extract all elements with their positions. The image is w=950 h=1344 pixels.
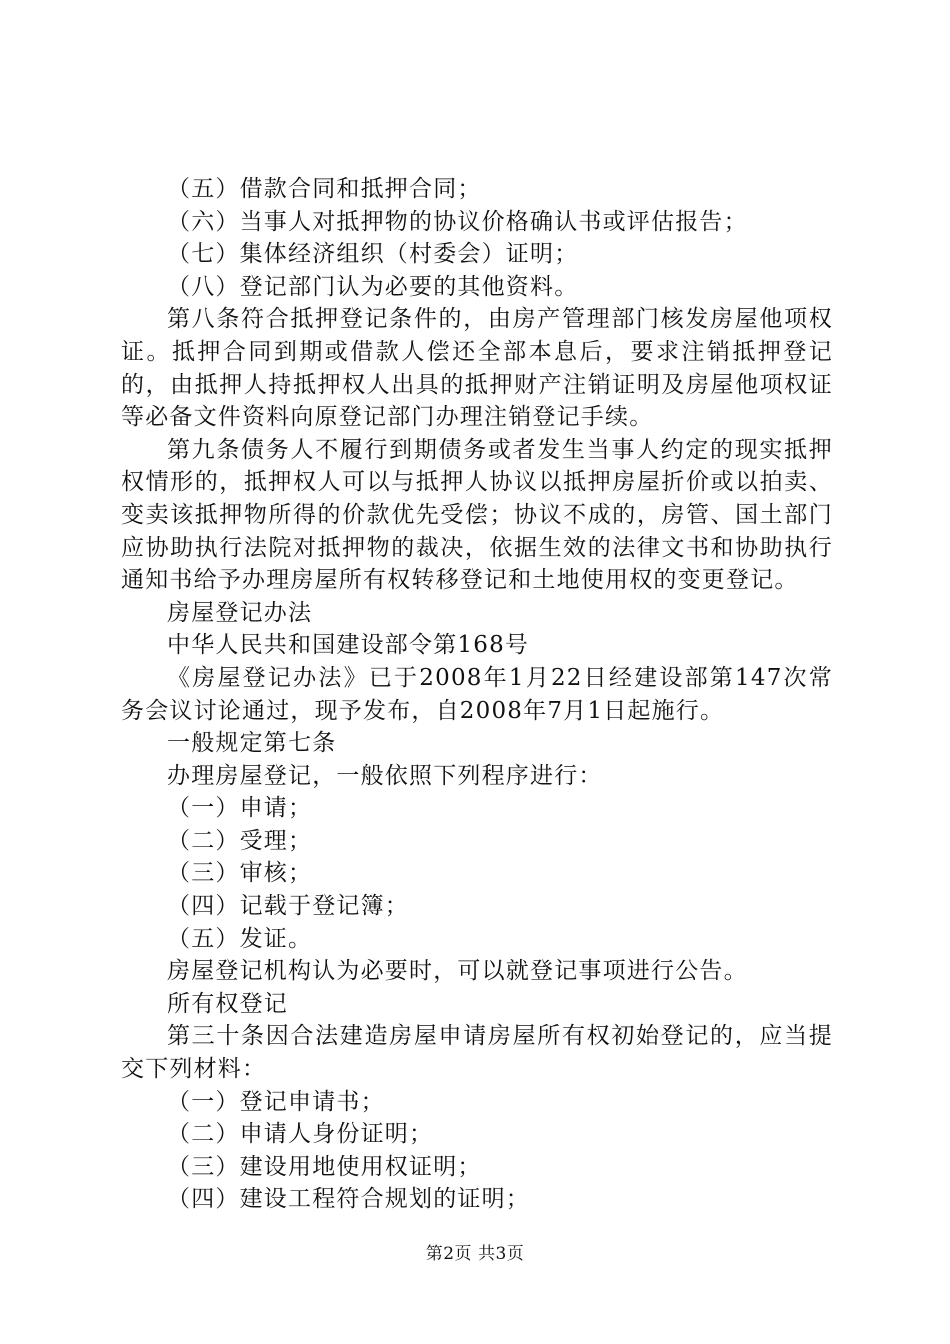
paragraph: 第九条债务人不履行到期债务或者发生当事人约定的现实抵押权情形的，抵押权人可以与抵押人协议以抵押房屋折价或以拍卖、变卖该抵押物所得的价款优先受偿；协议不成的，房管、国土部门应协助执行法院对抵押物的裁决，依据生效的法律文书和协助执行通知书给予办理房屋所有权转移登记和土地使用权的变更登记。 xyxy=(121,436,833,594)
section-heading: 所有权登记 xyxy=(167,990,288,1017)
list-item: （二）申请人身份证明； xyxy=(167,1121,434,1148)
paragraph: （八）登记部门认为必要的其他资料。 xyxy=(167,273,579,300)
list-item: （一）登记申请书； xyxy=(167,1088,385,1115)
paragraph: 办理房屋登记，一般依照下列程序进行： xyxy=(167,762,603,789)
section-heading: 房屋登记办法 xyxy=(167,599,313,626)
list-item: （一）申请； xyxy=(167,795,313,822)
list-item: （四）建设工程符合规划的证明； xyxy=(167,1186,530,1213)
page-number-footer: 第2页 共3页 xyxy=(425,1244,525,1264)
paragraph: 第八条符合抵押登记条件的，由房产管理部门核发房屋他项权证。抵押合同到期或借款人偿还全部本息后，要求注销抵押登记的，由抵押人持抵押权人出具的抵押财产注销证明及房屋他项权证等必备文件资料向原登记部门办理注销登记手续。 xyxy=(121,306,833,431)
list-item: （二）受理； xyxy=(167,827,313,854)
paragraph: 中华人民共和国建设部令第168号 xyxy=(167,632,530,659)
list-item: （四）记载于登记簿； xyxy=(167,893,409,920)
paragraph: （五）借款合同和抵押合同； xyxy=(167,176,482,202)
list-item: （五）发证。 xyxy=(167,925,313,952)
paragraph: 《房屋登记办法》已于2008年1月22日经建设部第147次常务会议讨论通过，现予发布，自2008年7月1日起施行。 xyxy=(121,664,833,724)
list-item: （三）建设用地使用权证明； xyxy=(167,1153,482,1180)
document-body xyxy=(121,173,833,1216)
paragraph: 第三十条因合法建造房屋申请房屋所有权初始登记的，应当提交下列材料： xyxy=(121,1023,833,1083)
paragraph: （七）集体经济组织（村委会）证明； xyxy=(167,241,579,268)
paragraph: （六）当事人对抵押物的协议价格确认书或评估报告； xyxy=(167,208,748,235)
section-heading: 一般规定第七条 xyxy=(167,730,337,757)
list-item: （三）审核； xyxy=(167,860,313,887)
paragraph: 房屋登记机构认为必要时，可以就登记事项进行公告。 xyxy=(167,958,748,985)
